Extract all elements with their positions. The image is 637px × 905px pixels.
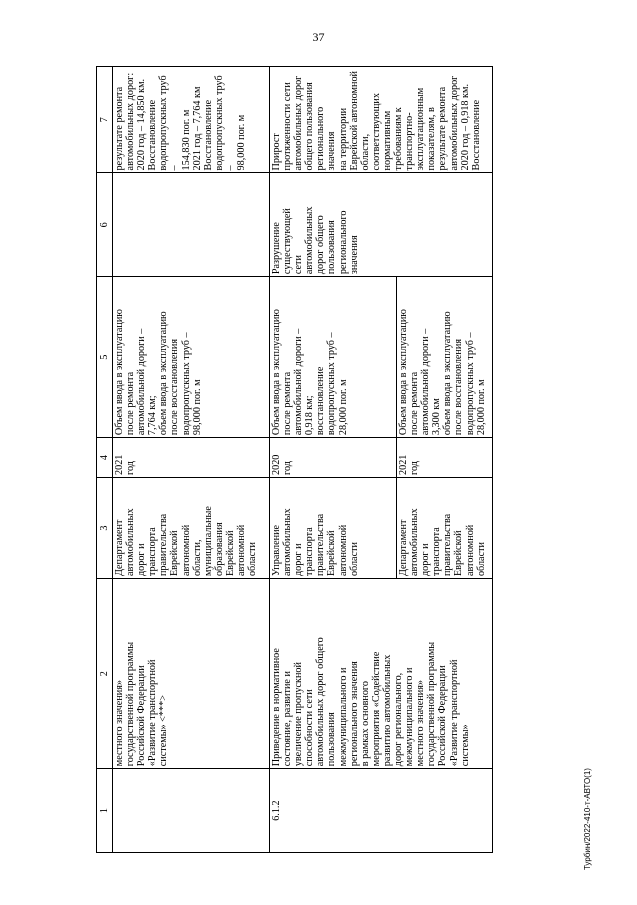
cell-text-line: Еврейской	[169, 530, 181, 577]
rotated-table-container	[96, 66, 616, 853]
cell-text-line: правительства	[442, 513, 454, 577]
cell-text-line: нормативным	[381, 110, 393, 171]
cell-text-line: автомобильной дороги –	[293, 328, 305, 436]
cell-text-line: 3,300 км	[431, 398, 443, 436]
cell-text-line: автономной	[180, 524, 192, 577]
cell-text-line: правительства	[315, 513, 327, 577]
cell-text-line: 98,000 пог. м	[191, 379, 203, 436]
cell-text-line: 2021	[114, 454, 125, 475]
cell-text-line: на территории	[337, 107, 349, 171]
cell-text-line: 2020	[271, 454, 282, 475]
executor-cell	[397, 477, 493, 578]
cell-text-line: транспортно-	[404, 112, 416, 171]
cell-text-line: эксплуатационным	[415, 87, 427, 171]
cell-text-line: соответствующих	[370, 93, 382, 171]
cell-text-line: автомобильных	[409, 508, 421, 577]
cell-text-line: существующей	[282, 208, 294, 275]
result-cell	[113, 277, 270, 438]
cell-text-line: системы»	[459, 724, 471, 767]
row-number	[113, 769, 270, 853]
cell-text-line: автомобильных	[304, 206, 316, 275]
executor-cell	[270, 477, 397, 578]
cell-text-line: транспорта	[431, 527, 443, 577]
cell-text-line: области,	[191, 539, 203, 577]
cell-text-line: автономной	[236, 524, 248, 577]
cell-text-line: автомобильных дорог	[448, 75, 460, 171]
cell-text-line: образования	[213, 522, 225, 577]
cell-text-line: местного значения»	[415, 679, 427, 767]
cell-text-line: водопропускных труб –	[158, 75, 181, 171]
cell-text-line: Департамент	[114, 519, 125, 577]
measures-table	[96, 66, 493, 853]
table-row	[113, 67, 270, 853]
cell-text-line: транспорта	[147, 527, 159, 577]
cell-text-line: области	[247, 541, 259, 577]
cell-text-line: водопропускных труб –	[180, 332, 192, 436]
column-header: 6	[97, 173, 113, 277]
cell-text-line: автомобильных дорог:	[125, 72, 137, 171]
cell-text-line: автомобильных дорог	[293, 75, 305, 171]
cell-text-line: регионального значения	[348, 661, 360, 767]
cell-text-line: пользования	[326, 712, 338, 767]
cell-text-line: регионального	[337, 210, 349, 275]
cell-text-line: Департамент	[398, 519, 409, 577]
cell-text-line: общего пользования	[304, 82, 316, 171]
cell-text-line: значения	[348, 235, 360, 275]
cell-text-line: после ремонта	[282, 371, 294, 436]
cell-text-line: Объем ввода в эксплуатацию	[398, 309, 409, 436]
cell-text-line: Еврейской	[326, 530, 338, 577]
cell-text-line: объем ввода в эксплуатацию	[158, 311, 170, 436]
cell-text-line: Еврейской	[453, 530, 465, 577]
cell-text-line: показателям, в	[426, 107, 438, 171]
cell-text-line: Российской Федерации	[136, 665, 148, 767]
cell-text-line: водопропускных труб –	[213, 75, 236, 171]
cell-text-line: 28,000 пог. м	[475, 379, 487, 436]
table-row	[270, 67, 397, 853]
cell-text-line: после ремонта	[409, 371, 421, 436]
cell-text-line: «Развитие транспортной	[448, 659, 460, 767]
cell-text-line: 28,000 пог. м	[337, 379, 349, 436]
cell-text-line: увеличение пропускной	[293, 662, 305, 767]
cell-text-line: после ремонта	[125, 371, 137, 436]
year-cell	[397, 438, 493, 478]
cell-text-line: Восстановление	[470, 99, 482, 171]
indicator-cell	[270, 67, 493, 173]
cell-text-line: автомобильных	[282, 508, 294, 577]
cell-text-line: автономной	[464, 524, 476, 577]
cell-text-line: водопропускных труб –	[464, 332, 476, 436]
result-cell	[397, 277, 493, 438]
cell-text-line: дорог общего	[315, 215, 327, 275]
cell-text-line: результате ремонта	[437, 86, 449, 171]
cell-text-line: межмуниципального и	[404, 667, 416, 767]
cell-text-line: способности сети	[304, 689, 316, 767]
cell-text-line: Восстановление	[202, 99, 214, 171]
cell-text-line: дорог и	[420, 543, 432, 577]
cell-text-line: Российской Федерации	[437, 665, 449, 767]
measure-name-cell	[270, 579, 493, 769]
cell-text-line: объем ввода в эксплуатацию	[442, 311, 454, 436]
cell-text-line: 2021 год – 7,764 км	[191, 86, 203, 171]
cell-text-line: сети	[293, 255, 305, 275]
indicator-cell	[113, 67, 270, 173]
cell-text-line: 98,000 пог. м	[236, 114, 248, 171]
cell-text-line: после восстановления	[169, 338, 181, 436]
cell-text-line: Еврейской	[224, 530, 236, 577]
cell-text-line: области	[348, 541, 360, 577]
column-header: 1	[97, 769, 113, 853]
cell-text-line: Приведение в нормативное	[271, 648, 282, 767]
header-row	[97, 67, 113, 853]
cell-text-line: протяженности сети	[282, 82, 294, 171]
cell-text-line: Управление	[271, 524, 282, 577]
cell-text-line: состояние, развитие и	[282, 671, 294, 767]
cell-text-line: Восстановление	[147, 99, 159, 171]
cell-text-line: 0,918 км;	[304, 395, 316, 436]
consequence-cell	[113, 173, 270, 277]
consequence-cell	[270, 173, 493, 277]
row-number: 6.1.2	[270, 769, 493, 853]
cell-text-line: области,	[359, 133, 371, 171]
cell-text-line: водопропускных труб –	[326, 332, 338, 436]
measure-name-cell	[113, 579, 270, 769]
cell-text-line: дорог и	[136, 543, 148, 577]
cell-text-line: дорог регионального,	[393, 672, 405, 767]
year-cell	[270, 438, 397, 478]
cell-text-line: автономной	[337, 524, 349, 577]
cell-text-line: муниципальные	[202, 506, 214, 577]
cell-text-line: дорог и	[293, 543, 305, 577]
cell-text-line: после восстановления	[453, 338, 465, 436]
cell-text-line: правительства	[158, 513, 170, 577]
executor-cell	[113, 477, 270, 578]
cell-text-line: 154,830 пог. м	[180, 109, 192, 171]
cell-text-line: автомобильных	[125, 508, 137, 577]
cell-text-line: системы» <***>	[158, 695, 170, 767]
cell-text-line: местного значения»	[114, 679, 125, 767]
cell-text-line: мероприятия «Содействие	[370, 651, 382, 767]
cell-text-line: Еврейской автономной	[348, 71, 360, 171]
cell-text-line: 2020 год – 0,918 км.	[459, 84, 471, 171]
cell-text-line: Прирост	[271, 133, 282, 171]
cell-text-line: государственной программы	[426, 641, 438, 767]
cell-text-line: автомобильной дороги –	[136, 328, 148, 436]
cell-text-line: транспорта	[304, 527, 316, 577]
cell-text-line: пользования	[326, 220, 338, 275]
cell-text-line: государственной программы	[125, 641, 137, 767]
cell-text-line: регионального значения	[315, 106, 338, 171]
column-header: 7	[97, 67, 113, 173]
cell-text-line: восстановление	[315, 366, 327, 436]
cell-text-line: требованиям к	[393, 107, 405, 171]
cell-text-line: Объем ввода в эксплуатацию	[271, 309, 282, 436]
cell-text-line: области	[475, 541, 487, 577]
document-code: Турбин/2022-410-т-АВТО(1)	[583, 768, 592, 870]
cell-text-line: год	[409, 461, 421, 475]
page-number: 37	[312, 30, 325, 44]
year-cell	[113, 438, 270, 478]
cell-text-line: Объем ввода в эксплуатацию	[114, 309, 125, 436]
cell-text-line: год	[282, 461, 294, 475]
column-header: 5	[97, 277, 113, 438]
cell-text-line: в рамках основного	[359, 681, 371, 767]
result-cell	[270, 277, 397, 438]
column-header: 3	[97, 477, 113, 578]
cell-text-line: Разрушение	[271, 222, 282, 275]
column-header: 4	[97, 438, 113, 478]
cell-text-line: межмуниципального и	[337, 667, 349, 767]
cell-text-line: автомобильных дорог общего	[315, 637, 327, 767]
cell-text-line: год	[125, 461, 137, 475]
cell-text-line: 2021	[398, 454, 409, 475]
cell-text-line: автомобильной дороги –	[420, 328, 432, 436]
cell-text-line: развитию автомобильных	[381, 654, 393, 767]
cell-text-line: 2020 год – 14,850 км.	[136, 78, 148, 171]
column-header: 2	[97, 579, 113, 769]
cell-text-line: 7,764 км;	[147, 395, 159, 436]
cell-text-line: результате ремонта	[114, 86, 125, 171]
cell-text-line: «Развитие транспортной	[147, 659, 159, 767]
